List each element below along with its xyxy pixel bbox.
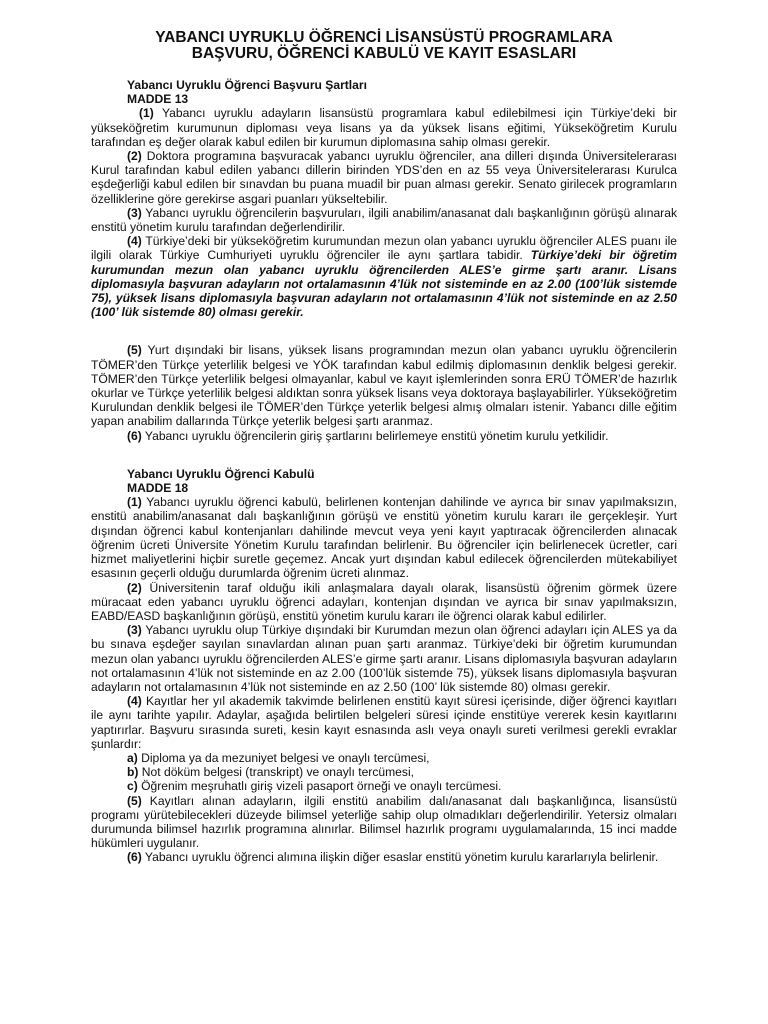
s1-p4-emphasis: Türkiye’deki bir öğretim kurumundan mezun olan yabancı uyruklu öğrencilerden ALES’e girme şartı aranır. Lisans diplomasıyla başvuran adayların not ortalamasının 4’lük not sisteminde en az 2.00 (100’lük sistemde 75), yüksek lisans diplomasıyla başvuran adayların not ortalamasının 4’lük not sisteminde en az 2.50 (100’ lük sistemde 80) olması gerekir. <box>91 248 677 320</box>
s2-p1-number: (1) <box>127 495 142 510</box>
title-line-2: BAŞVURU, ÖĞRENCİ KABULÜ VE KAYIT ESASLARI <box>191 45 577 62</box>
s2-paragraph-3 <box>91 623 677 694</box>
s2-paragraph-5 <box>91 794 677 851</box>
s1-p6-number: (6) <box>127 428 142 443</box>
s1-p4-number: (4) <box>127 234 142 249</box>
s1-p4-text: Türkiye’deki bir yükseköğretim kurumundan mezun olan yabancı uyruklu öğrenciler ALES puanı ile ilgili olarak Türkiye Cumhuriyeti uyruklu öğrenciler ile aynı şartlara tabidir. <box>91 234 677 263</box>
section-2-article: MADDE 18 <box>127 481 189 496</box>
s1-paragraph-4 <box>91 234 677 319</box>
s1-p1-text: Yabancı uyruklu adayların lisansüstü programlara kabul edilebilmesi için Türkiye’deki bir yükseköğretim kurumunun diploması veya lisans ya da yüksek lisans eğitimi, Yükseköğretim Kurulu tarafından eş değer olarak kabul edilen bir kurumun diplomasına sahip olması gerekir. <box>91 106 677 149</box>
list-item <box>91 751 677 765</box>
s2-paragraph-1 <box>91 495 677 580</box>
s2-p5-number: (5) <box>127 793 142 808</box>
s2-p2-text: Üniversitenin taraf olduğu ikili anlaşmalara dayalı olarak, lisansüstü öğrenim görmek üzere müracaat eden yabancı uyruklu öğrenci adayları, kontenjan dışından ve ayrıca bir sınav yapılmaksızın, EABD/EASD başkanlığının görüşü, enstitü yönetim kurulu kararı ile öğrenci olarak kabul edilirler. <box>91 580 677 623</box>
s2-p4-text: Kayıtlar her yıl akademik takvimde belirlenen enstitü kayıt süresi içerisinde, diğer öğrenci kayıtları ile aynı tarihte yapılır. Adaylar, aşağıda belirtilen belgeleri süresi içinde enstitüye vererek kesin kayıtlarını yaptırırlar. Başvuru sırasında sureti, kesin kayıt esnasında aslı veya onaylı sureti verilmesi gerekli evraklar şunlardır: <box>91 694 677 751</box>
s2-p6-number: (6) <box>127 850 142 865</box>
s1-paragraph-1 <box>91 106 677 149</box>
s2-p3-number: (3) <box>127 623 142 638</box>
s2-p1-text: Yabancı uyruklu öğrenci kabulü, belirlenen kontenjan dahilinde ve ayrıca bir sınav yapılmaksızın, enstitü anabilim/anasanat dalı başkanlığının görüşü ve enstitü yönetim kurulu kararı ile gerçekleşir. Yurt dışından öğrenci kabul kontenjanları dahilinde mevcut veya yeni kayıt yaptıracak öğrencilerden alınacak öğrenim ücreti Üniversite Yönetim Kurulu tarafından belirlenir. Bu öğrenciler için belirlenecek ücretler, cari hizmet maliyetlerini hiçbir suretle geçemez. Ancak yurt dışından kabul edilecek öğrencilerden mütekabiliyet esasının geçerli olduğu durumlarda öğrenim ücreti alınmaz. <box>91 495 677 581</box>
s1-paragraph-2 <box>91 149 677 206</box>
s1-paragraph-5 <box>91 343 677 428</box>
s2-paragraph-2 <box>91 581 677 624</box>
s2-p5-text: Kayıtları alınan adayların, ilgili enstitü anabilim dalı/anasanat dalı başkanlığınca, lisansüstü programı yürütebilecekleri düzeyde bilimsel yeterliğe sahip olup olmadıkları değerlendirilir. Yetersiz olmaları durumunda bilimsel hazırlık programına alınırlar. Bilimsel hazırlık programı uygulamalarında, 15 inci madde hükümleri uygulanır. <box>91 793 677 851</box>
document-body <box>91 78 677 865</box>
s2-p6-text: Yabancı uyruklu öğrenci alımına ilişkin diğer esaslar enstitü yönetim kurulu kararlarıyla belirlenir. <box>141 850 659 865</box>
s1-p1-number: (1) <box>139 106 154 121</box>
section-2-heading: Yabancı Uyruklu Öğrenci Kabulü <box>127 466 315 481</box>
section-1-heading: Yabancı Uyruklu Öğrenci Başvuru Şartları <box>127 78 367 92</box>
list-item-text: Diploma ya da mezuniyet belgesi ve onaylı tercümesi, <box>137 750 430 765</box>
s2-p2-number: (2) <box>127 580 142 595</box>
spacer <box>91 319 677 343</box>
list-item <box>91 765 677 779</box>
spacer <box>91 443 677 467</box>
s2-p4-number: (4) <box>127 694 142 709</box>
s1-p6-text: Yabancı uyruklu öğrencilerin giriş şartlarını belirlemeye enstitü yönetim kurulu yetkilidir. <box>141 428 609 443</box>
section-1-article: MADDE 13 <box>127 92 189 107</box>
list-item-label: c) <box>127 779 138 794</box>
document-title <box>0 30 768 62</box>
s1-p5-text: Yurt dışındaki bir lisans, yüksek lisans programından mezun olan yabancı uyruklu öğrencilerin TÖMER’den Türkçe yeterlilik belgesi ve YÖK tarafından kabul edilmiş diplomasının denklik belgesi gerekir. TÖMER’den Türkçe yeterlilik belgesi olmayanlar, kabul ve kayıt işlemlerinden sonra ERÜ TÖMER’de hazırlık okurlar ve Türkçe yeterlilik belgesi aldıktan sonra yüksek lisans veya doktoraya başlayabilirler. Yükseköğretim Kurulundan denklik belgesi ile TÖMER’den Türkçe yeterlik belgesi almış olmaları istenir. Yabancı dille eğitim yapan anabilim dallarında Türkçe yeterlik belgesi şartı aranmaz. <box>91 343 677 429</box>
list-item-label: a) <box>127 750 138 765</box>
list-item-text: Not döküm belgesi (transkript) ve onaylı tercümesi, <box>138 765 414 780</box>
s1-paragraph-6 <box>91 429 677 443</box>
s2-paragraph-4 <box>91 694 677 751</box>
s1-p3-number: (3) <box>127 205 142 220</box>
list-item-label: b) <box>127 765 139 780</box>
s1-p3-text: Yabancı uyruklu öğrencilerin başvuruları, ilgili anabilim/anasanat dalı başkanlığının görüşü alınarak enstitü yönetim kurulu tarafından değerlendirilir. <box>91 205 677 235</box>
s2-paragraph-6 <box>91 850 677 864</box>
list-item <box>91 779 677 793</box>
s1-p2-number: (2) <box>127 149 142 164</box>
title-line-1: YABANCI UYRUKLU ÖĞRENCİ LİSANSÜSTÜ PROGRAMLARA <box>155 29 613 46</box>
s1-paragraph-3 <box>91 206 677 234</box>
s1-p2-text: Doktora programına başvuracak yabancı uyruklu öğrenciler, ana dilleri dışında Üniversitelerarası Kurul tarafından kabul edilen yabancı dillerin birinden YDS’den en az 55 veya Üniversitelerarası Kurulca eşdeğerliği kabul edilen bir sınavdan bu puana muadil bir puan alması gerekir. Senato girilecek programların özelliklerine göre gerekirse asgari puanları yükseltebilir. <box>91 149 677 206</box>
s1-p5-number: (5) <box>127 343 142 358</box>
list-item-text: Öğrenim meşruhatlı giriş vizeli pasaport örneği ve onaylı tercümesi. <box>137 779 502 794</box>
s2-p3-text: Yabancı uyruklu olup Türkiye dışındaki bir Kurumdan mezun olan öğrenci adayları için ALES ya da bu sınava eşdeğer sayılan sınavlardan alınan puan şartı aranmaz. Türkiye’deki bir öğretim kurumundan mezun olan yabancı uyruklu öğrencilerden ALES’e girme şartı aranır. Lisans diplomasıyla başvuran adayların not ortalamasının 4’lük not sisteminde en az 2.00 (100’lük sistemde 75), yüksek lisans diplomasıyla başvuran adayların not ortalamasının 4’lük not sisteminde en az 2.50 (100’ lük sistemde 80) olması gerekir. <box>91 623 677 694</box>
